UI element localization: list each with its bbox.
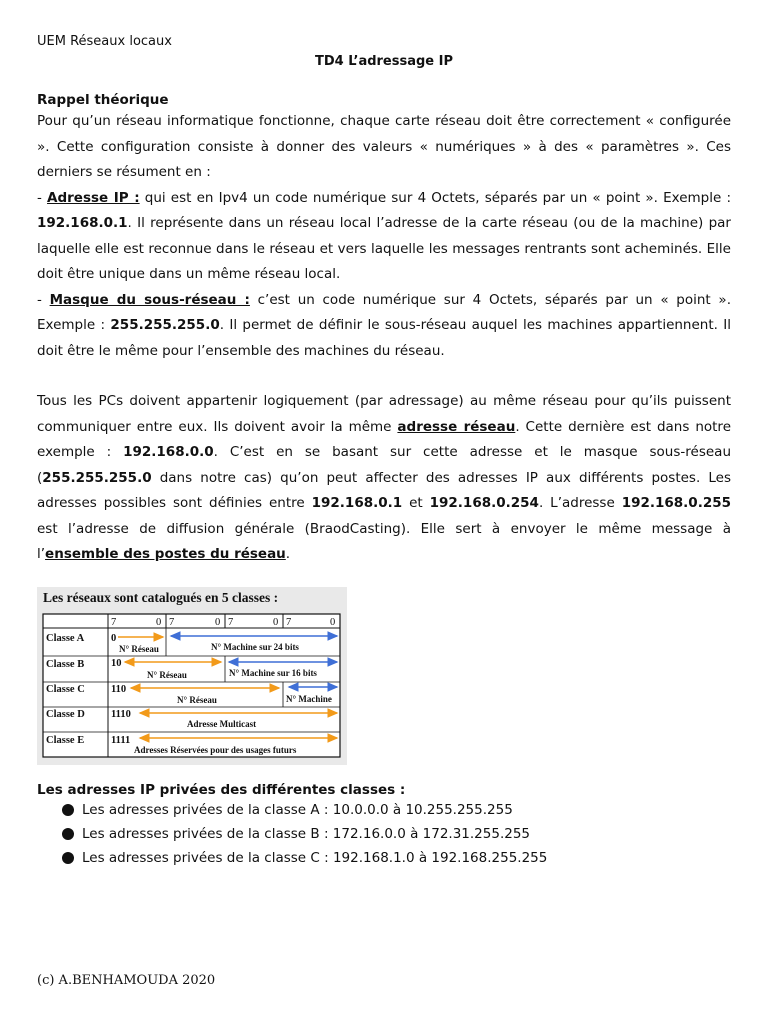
text-run: et xyxy=(402,495,430,511)
ip-classes-diagram xyxy=(37,587,347,765)
class-label: Classe A xyxy=(46,633,85,644)
masque-example: 255.255.255.0 xyxy=(110,317,220,333)
masque-text-2: . Il permet de définir le sous-réseau auquel les machines appartiennent. Il doit être le même pour l’ensemble des machines du réseau. xyxy=(37,317,731,359)
first-address: 192.168.0.1 xyxy=(311,495,403,511)
multicast-label: Adresse Multicast xyxy=(187,719,257,729)
list-item-text: Les adresses privées de la classe A : 10.0.0.0 à 10.255.255.255 xyxy=(82,802,513,818)
class-prefix: 110 xyxy=(111,684,127,695)
ensemble-term: ensemble des postes du réseau xyxy=(45,546,286,562)
net-label: N° Réseau xyxy=(177,695,217,705)
class-label: Classe D xyxy=(46,709,85,720)
adresse-ip-paragraph xyxy=(37,186,731,288)
adresse-ip-example: 192.168.0.1 xyxy=(37,215,128,231)
bit-label: 7 xyxy=(228,617,234,628)
class-label: Classe C xyxy=(46,684,85,695)
list-item xyxy=(62,798,547,822)
text-run: est l’adresse de diffusion générale (BraodCasting). Elle sert à envoyer le même message à l’ xyxy=(37,520,731,562)
text-run: . Cette dernière est dans notre exemple : xyxy=(37,418,731,460)
text-run: dans notre cas) qu’on peut affecter des adresses IP aux différents postes. Les adresses possibles sont définies entre xyxy=(37,469,731,511)
broadcast-address: 192.168.0.255 xyxy=(621,495,732,511)
mask-example: 255.255.255.0 xyxy=(42,469,152,486)
host-label: N° Machine sur 16 bits xyxy=(229,668,317,678)
footer-copyright: (c) A.BENHAMOUDA 2020 xyxy=(37,973,216,988)
list-item xyxy=(62,846,547,870)
dash: - xyxy=(37,189,48,206)
ip-classes-figure xyxy=(37,587,347,765)
figure-title: Les réseaux sont catalogués en 5 classes : xyxy=(43,590,279,605)
list-item-text: Les adresses privées de la classe B : 172.16.0.0 à 172.31.255.255 xyxy=(82,826,530,842)
bit-label: 0 xyxy=(215,617,221,628)
net-label: N° Réseau xyxy=(119,644,159,654)
bullet-icon xyxy=(62,804,74,816)
list-item xyxy=(62,822,547,846)
section-heading: Rappel théorique xyxy=(37,92,169,108)
intro-paragraph: Pour qu’un réseau informatique fonctionne, chaque carte réseau doit être correctement « configurée ». Cette configuration consiste à donner des valeurs « numériques » à des « paramètres ». Ces derniers se résument en : xyxy=(37,113,731,180)
bullet-icon xyxy=(62,828,74,840)
network-example: 192.168.0.0 xyxy=(123,444,214,460)
bit-label: 7 xyxy=(111,617,117,628)
net-label: N° Réseau xyxy=(147,670,187,680)
last-address: 192.168.0.254 xyxy=(429,495,539,511)
bit-label: 0 xyxy=(273,617,279,628)
host-label: N° Machine xyxy=(286,694,332,704)
text-run: . C’est en se basant sur cette adresse et le masque sous-réseau ( xyxy=(37,444,731,486)
masque-term: Masque du sous-réseau : xyxy=(49,291,250,308)
host-label: N° Machine sur 24 bits xyxy=(211,642,299,652)
bullet-icon xyxy=(62,852,74,864)
network-paragraph xyxy=(37,389,731,568)
text-run: . xyxy=(285,546,291,562)
bit-label: 7 xyxy=(169,617,175,628)
adresse-reseau-term: adresse réseau xyxy=(397,418,516,435)
list-item-text: Les adresses privées de la classe C : 192.168.1.0 à 192.168.255.255 xyxy=(82,850,548,866)
class-prefix: 1110 xyxy=(111,709,131,720)
class-prefix: 1111 xyxy=(111,735,131,746)
adresse-ip-term: Adresse IP : xyxy=(47,189,140,206)
masque-text: c’est un code numérique sur 4 Octets, séparés par un « point ». Exemple : xyxy=(37,291,731,333)
text-run: Tous les PCs doivent appartenir logiquement (par adressage) au même réseau pour qu’ils puissent communiquer entre eux. Ils doivent avoir la même xyxy=(37,393,731,435)
text-run: . L’adresse xyxy=(538,495,622,511)
bit-label: 7 xyxy=(286,617,292,628)
adresse-ip-text: qui est en Ipv4 un code numérique sur 4 Octets, séparés par un « point ». Exemple : xyxy=(139,189,731,206)
class-label: Classe B xyxy=(46,659,85,670)
dash: - xyxy=(37,291,50,308)
masque-paragraph xyxy=(37,288,731,365)
class-prefix: 0 xyxy=(111,633,117,644)
private-list xyxy=(62,798,547,870)
course-name: UEM Réseaux locaux xyxy=(37,34,172,49)
body-text xyxy=(37,91,731,568)
private-heading: Les adresses IP privées des différentes classes : xyxy=(37,782,406,798)
page-title: TD4 L’adressage IP xyxy=(314,54,454,69)
class-prefix: 10 xyxy=(111,658,122,669)
adresse-ip-text-2: . Il représente dans un réseau local l’adresse de la carte réseau (ou de la machine) par laquelle elle est reconnue dans le réseau et vers laquelle les messages rentrants sont acheminés. Elle doit être unique dans un même réseau local. xyxy=(37,215,731,282)
reserved-label: Adresses Réservées pour des usages futurs xyxy=(134,745,297,755)
class-label: Classe E xyxy=(46,735,85,746)
bit-label: 0 xyxy=(330,617,336,628)
bit-label: 0 xyxy=(156,617,162,628)
